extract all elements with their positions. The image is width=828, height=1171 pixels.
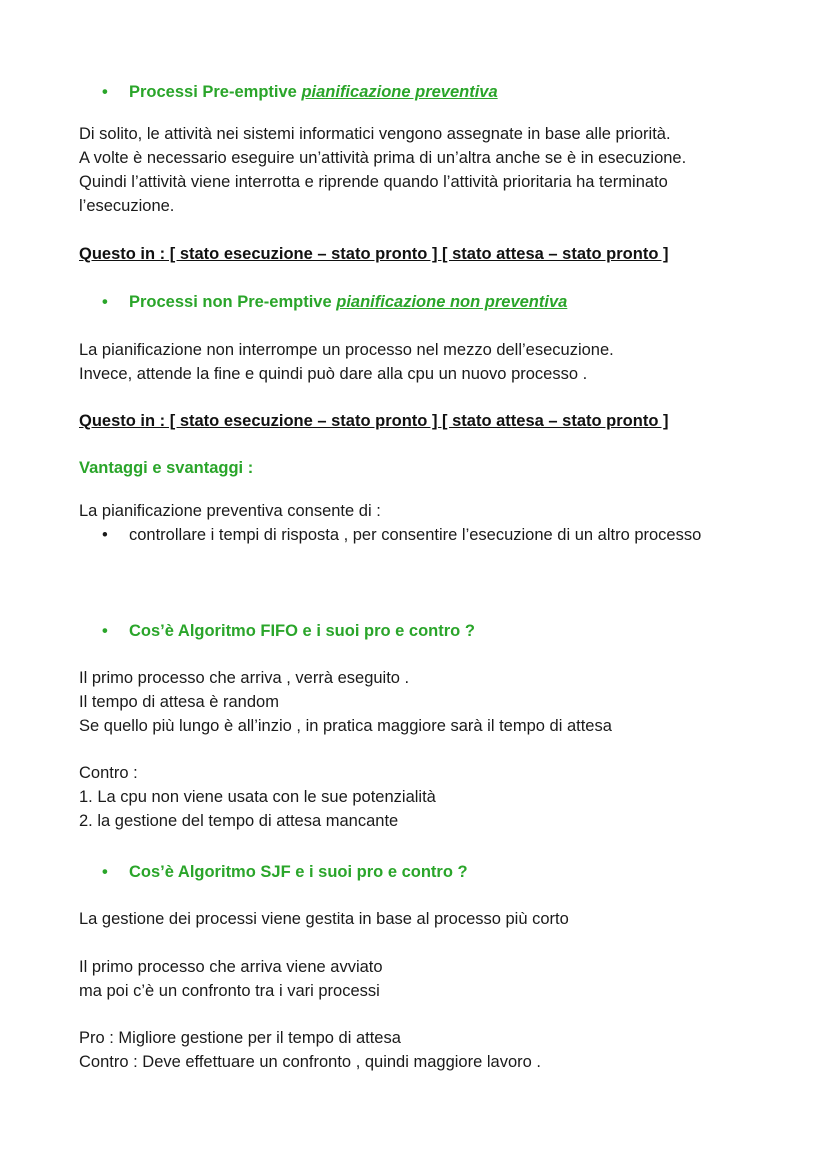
paragraph-line: Quindi l’attività viene interrotta e riprende quando l’attività prioritaria ha terminato: [79, 173, 668, 191]
contro-item: 1. La cpu non viene usata con le sue potenzialità: [79, 788, 436, 806]
section-heading-preemptive: [102, 80, 498, 104]
vantaggi-intro: La pianificazione preventiva consente di :: [79, 502, 381, 520]
heading-text: Processi Pre-emptive: [129, 83, 297, 101]
paragraph-line: ma poi c’è un confronto tra i vari processi: [79, 982, 380, 1000]
section-heading-sjf: [102, 860, 468, 884]
state-transition-note: Questo in : [ stato esecuzione – stato pronto ] [ stato attesa – stato pronto ]: [79, 412, 669, 430]
bullet-icon: •: [102, 83, 108, 101]
bullet-icon: •: [102, 622, 108, 640]
paragraph-line: Il primo processo che arriva , verrà eseguito .: [79, 669, 410, 687]
section-heading-non-preemptive: [102, 290, 567, 314]
heading-text: Cos’è Algoritmo SJF e i suoi pro e contro ?: [129, 863, 468, 881]
bullet-icon: •: [102, 863, 108, 881]
pro-line: Pro : Migliore gestione per il tempo di attesa: [79, 1029, 401, 1047]
bullet-icon: •: [102, 293, 108, 311]
paragraph-line: Il primo processo che arriva viene avviato: [79, 958, 383, 976]
paragraph-line: Se quello più lungo è all’inzio , in pratica maggiore sarà il tempo di attesa: [79, 717, 612, 735]
heading-text: Cos’è Algoritmo FIFO e i suoi pro e contro ?: [129, 622, 475, 640]
paragraph-line: Il tempo di attesa è random: [79, 693, 279, 711]
heading-text: Processi non Pre-emptive: [129, 293, 332, 311]
bullet-icon: •: [102, 526, 108, 544]
list-item: [102, 523, 702, 547]
paragraph-line: A volte è necessario eseguire un’attività prima di un’altra anche se è in esecuzione.: [79, 149, 687, 167]
paragraph-line: Di solito, le attività nei sistemi informatici vengono assegnate in base alle priorità.: [79, 125, 671, 143]
contro-item: 2. la gestione del tempo di attesa mancante: [79, 812, 399, 830]
paragraph-line: La pianificazione non interrompe un processo nel mezzo dell’esecuzione.: [79, 341, 614, 359]
contro-line: Contro : Deve effettuare un confronto , quindi maggiore lavoro .: [79, 1053, 541, 1071]
paragraph-line: l’esecuzione.: [79, 197, 175, 215]
state-transition-note: Questo in : [ stato esecuzione – stato pronto ] [ stato attesa – stato pronto ]: [79, 245, 669, 263]
section-heading-fifo: [102, 619, 475, 643]
vantaggi-heading: Vantaggi e svantaggi :: [79, 459, 254, 477]
paragraph-line: Invece, attende la fine e quindi può dare alla cpu un nuovo processo .: [79, 365, 588, 383]
heading-emphasis: pianificazione preventiva: [301, 83, 498, 101]
heading-emphasis: pianificazione non preventiva: [336, 293, 568, 311]
list-item-text: controllare i tempi di risposta , per consentire l’esecuzione di un altro processo: [129, 526, 702, 544]
contro-label: Contro :: [79, 764, 138, 782]
paragraph-line: La gestione dei processi viene gestita in base al processo più corto: [79, 910, 569, 928]
